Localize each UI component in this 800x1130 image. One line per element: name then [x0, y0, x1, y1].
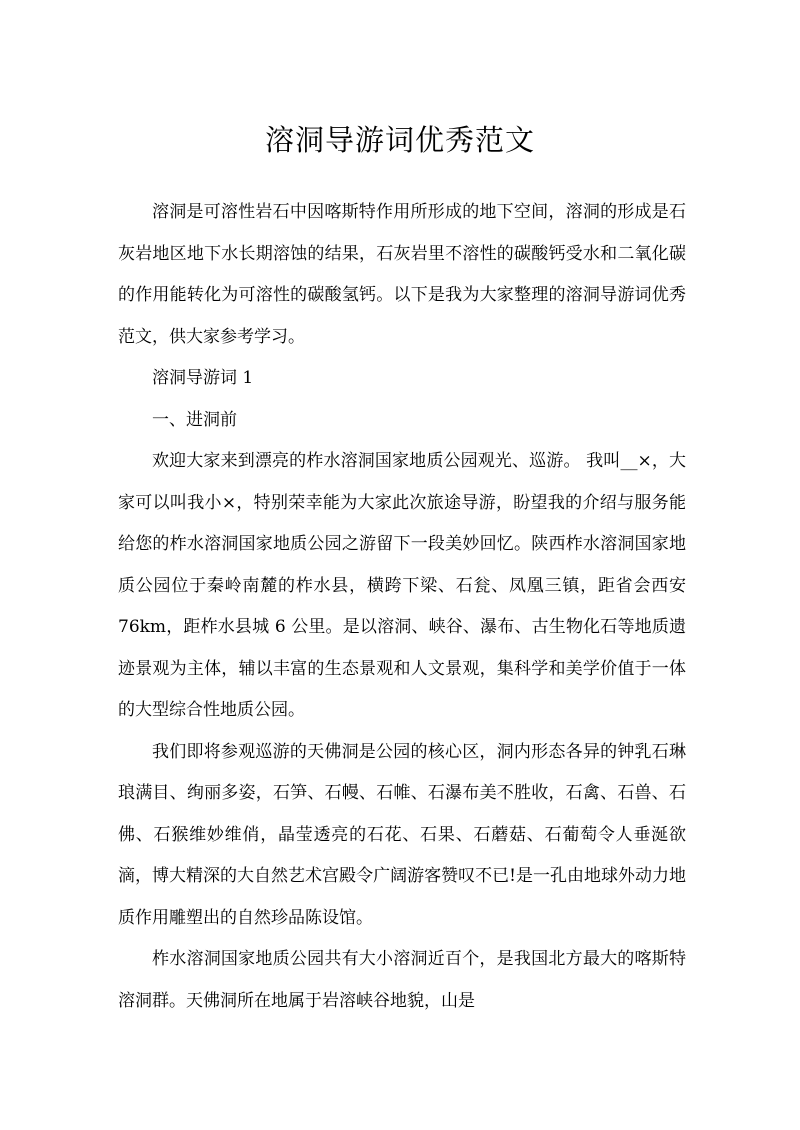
paragraph-tianfo-cave: 我们即将参观巡游的天佛洞是公园的核心区，洞内形态各异的钟乳石琳琅满目、绚丽多姿，石笋、石幔、石帷、石瀑布美不胜收，石禽、石兽、石佛、石猴维妙维俏，晶莹透亮的石花、石果、石蘑菇、石葡萄令人垂涎欲滴，博大精深的大自然艺术宫殿令广阔游客赞叹不已!是一孔由地球外动力地质作用雕塑出的自然珍品陈设馆。 — [118, 741, 686, 928]
document-body — [118, 192, 686, 1022]
paragraph-intro: 溶洞是可溶性岩石中因喀斯特作用所形成的地下空间，溶洞的形成是石灰岩地区地下水长期溶蚀的结果，石灰岩里不溶性的碳酸钙受水和二氧化碳的作用能转化为可溶性的碳酸氢钙。以下是我为大家整理的溶洞导游词优秀范文，供大家参考学习。 — [118, 202, 686, 347]
paragraph-welcome: 欢迎大家来到漂亮的柞水溶洞国家地质公园观光、巡游。 我叫__×，大家可以叫我小×，特别荣幸能为大家此次旅途导游，盼望我的介绍与服务能给您的柞水溶洞国家地质公园之游留下一段美妙回忆。陕西柞水溶洞国家地质公园位于秦岭南麓的柞水县，横跨下梁、石瓮、凤凰三镇，距省会西安 76km，距柞水县城 6 公里。是以溶洞、峡谷、瀑布、古生物化石等地质遗迹景观为主体，辅以丰富的生态景观和人文景观，集科学和美学价值于一体的大型综合性地质公园。 — [118, 451, 686, 720]
paragraph-cave-group: 柞水溶洞国家地质公园共有大小溶洞近百个，是我国北方最大的喀斯特溶洞群。天佛洞所在地属于岩溶峡谷地貌，山是 — [118, 949, 686, 1011]
paragraph-section-heading: 溶洞导游词 1 — [152, 368, 254, 388]
document-title: 溶洞导游词优秀范文 — [264, 123, 535, 157]
paragraph-subheading: 一、进洞前 — [152, 409, 237, 430]
